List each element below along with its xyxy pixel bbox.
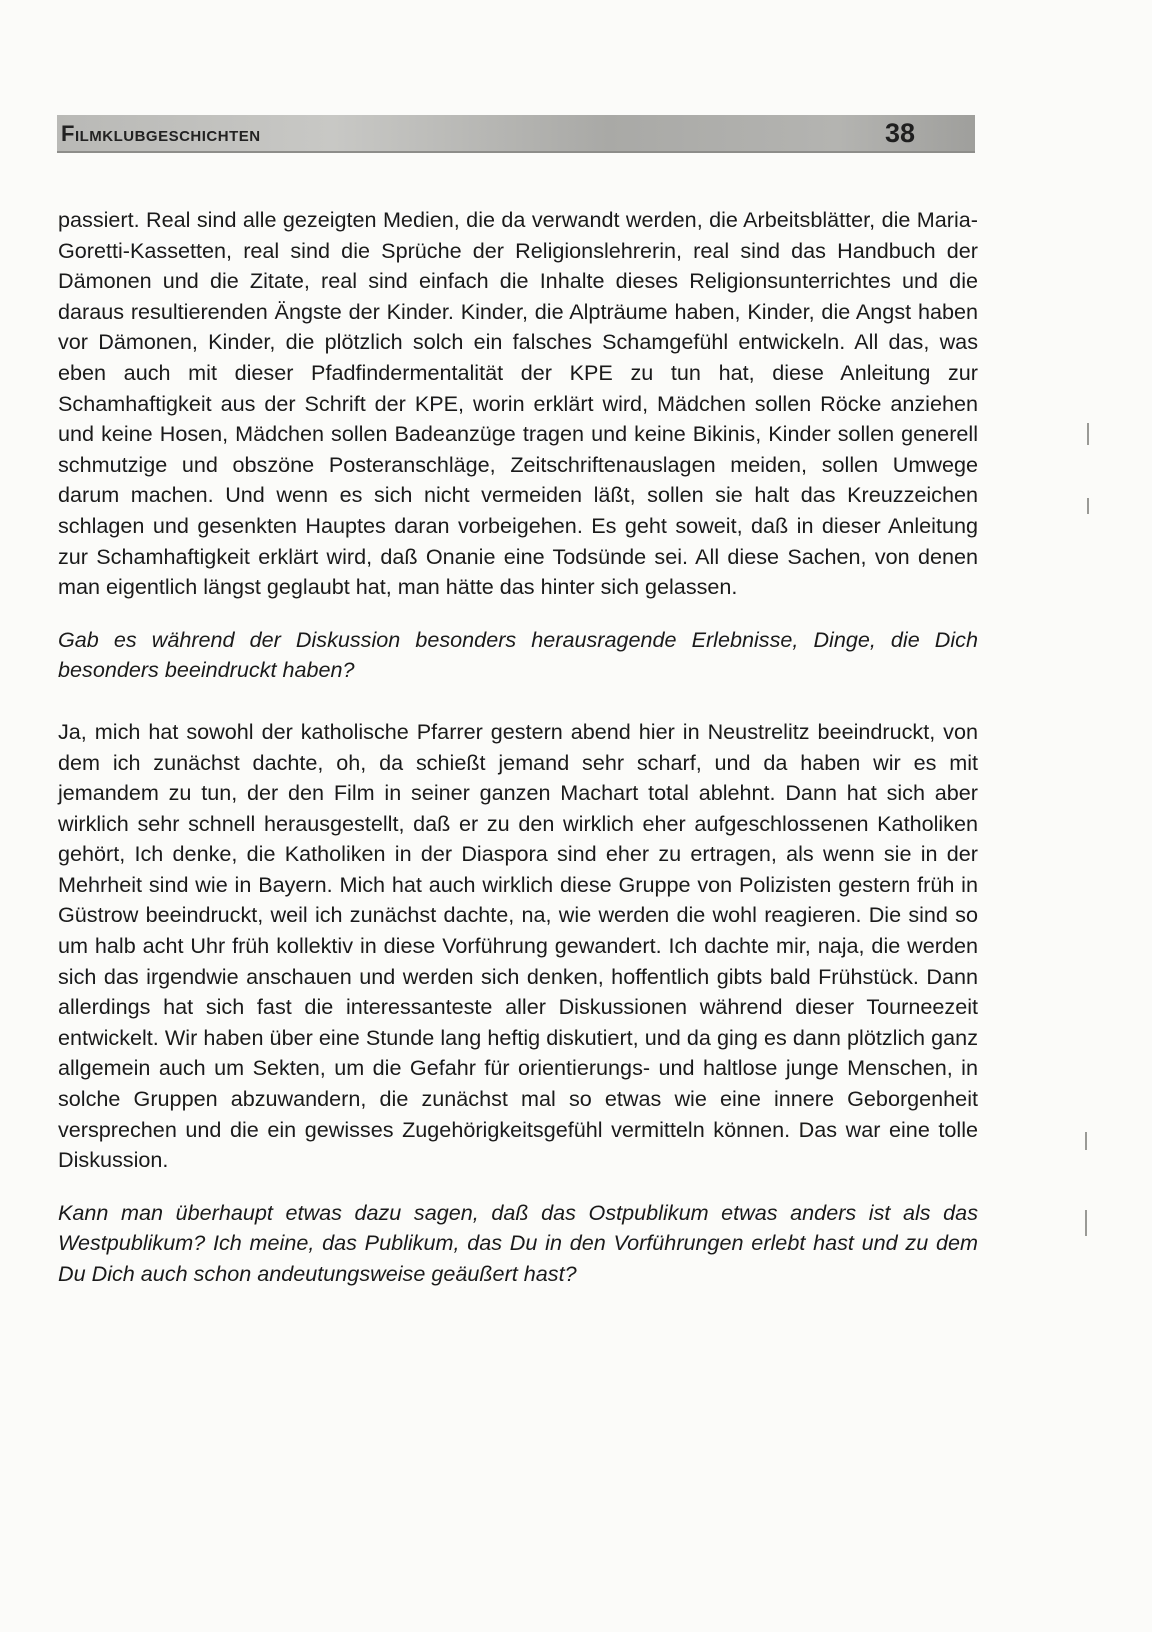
scan-margin-mark bbox=[1087, 423, 1089, 445]
page-number: 38 bbox=[884, 118, 915, 148]
answer-paragraph: Ja, mich hat sowohl der katholische Pfarrer gestern abend hier in Neustrelitz beeindruckt, von dem ich zunächst dachte, oh, da schießt jemand sehr scharf, und da haben wir es mit jemandem zu tun, der den Film in seiner ganzen Machart total ablehnt. Dann hat sich aber wirklich sehr schnell herausgestellt, daß er zu den wirklich eher aufgeschlossenen Katholiken gehört, Ich denke, die Katholiken in der Diaspora sind eher zu ertragen, als wenn sie in der Mehrheit sind wie in Bayern. Mich hat auch wirklich diese Gruppe von Polizisten gestern früh in Güstrow beeindruckt, weil ich zunächst dachte, na, wie werden die wohl reagieren. Die sind so um halb acht Uhr früh kollektiv in diese Vorführung gewandert. Ich dachte mir, naja, die werden sich das irgendwie anschauen und werden sich denken, hoffentlich gibts bald Frühstück. Dann allerdings hat sich fast die interessanteste aller Diskussionen während dieser Tourneezeit entwickelt. Wir haben über eine Stunde lang heftig diskutiert, und da ging es dann plötzlich ganz allgemein auch um Sekten, um die Gefahr für orientierungs- und haltlose junge Menschen, in solche Gruppen abzuwandern, die zunächst mal so etwas wie eine innere Geborgenheit versprechen und die ein gewisses Zugehörigkeitsgefühl vermitteln können. Das war eine tolle Diskussion. bbox=[58, 718, 978, 1173]
interview-question: Kann man überhaupt etwas dazu sagen, daß das Ostpublikum etwas anders ist als das Westpublikum? Ich meine, das Publikum, das Du in den Vorführungen erlebt hast und zu dem Du Dich auch schon andeutungsweise geäußert hast? bbox=[58, 1199, 978, 1286]
running-header bbox=[57, 115, 975, 153]
body-text bbox=[58, 205, 978, 1290]
scan-margin-mark bbox=[1085, 1210, 1087, 1236]
header-title: Filmklubgeschichten bbox=[61, 121, 261, 146]
answer-paragraph: passiert. Real sind alle gezeigten Medien, die da verwandt werden, die Arbeitsblätter, die Maria-Goretti-Kassetten, real sind die Sprüche der Religionslehrerin, real sind das Handbuch der Dämonen und die Zitate, real sind einfach die Inhalte dieses Religionsunterrichtes und die daraus resultierenden Ängste der Kinder. Kinder, die Alpträume haben, Kinder, die Angst haben vor Dämonen, Kinder, die plötzlich solch ein falsches Schamgefühl entwickeln. All das, was eben auch mit dieser Pfadfindermentalität der KPE zu tun hat, diese Anleitung zur Schamhaftigkeit aus der Schrift der KPE, worin erklärt wird, Mädchen sollen Röcke anziehen und keine Hosen, Mädchen sollen Badeanzüge tragen und keine Bikinis, Kinder sollen generell schmutzige und obszöne Posteranschläge, Zeitschriftenauslagen meiden, sollen Umwege darum machen. Und wenn es sich nicht vermeiden läßt, sollen sie halt das Kreuzzeichen schlagen und gesenkten Hauptes daran vorbeigehen. Es geht soweit, daß in dieser Anleitung zur Schamhaftigkeit erklärt wird, daß Onanie eine Todsünde sei. All diese Sachen, von denen man eigentlich längst geglaubt hat, man hätte das hinter sich gelassen. bbox=[58, 207, 978, 600]
interview-question: Gab es während der Diskussion besonders herausragende Erlebnisse, Dinge, die Dich besonders beeindruckt haben? bbox=[58, 626, 978, 683]
scan-margin-mark bbox=[1085, 1132, 1087, 1150]
scan-margin-mark bbox=[1087, 498, 1089, 514]
